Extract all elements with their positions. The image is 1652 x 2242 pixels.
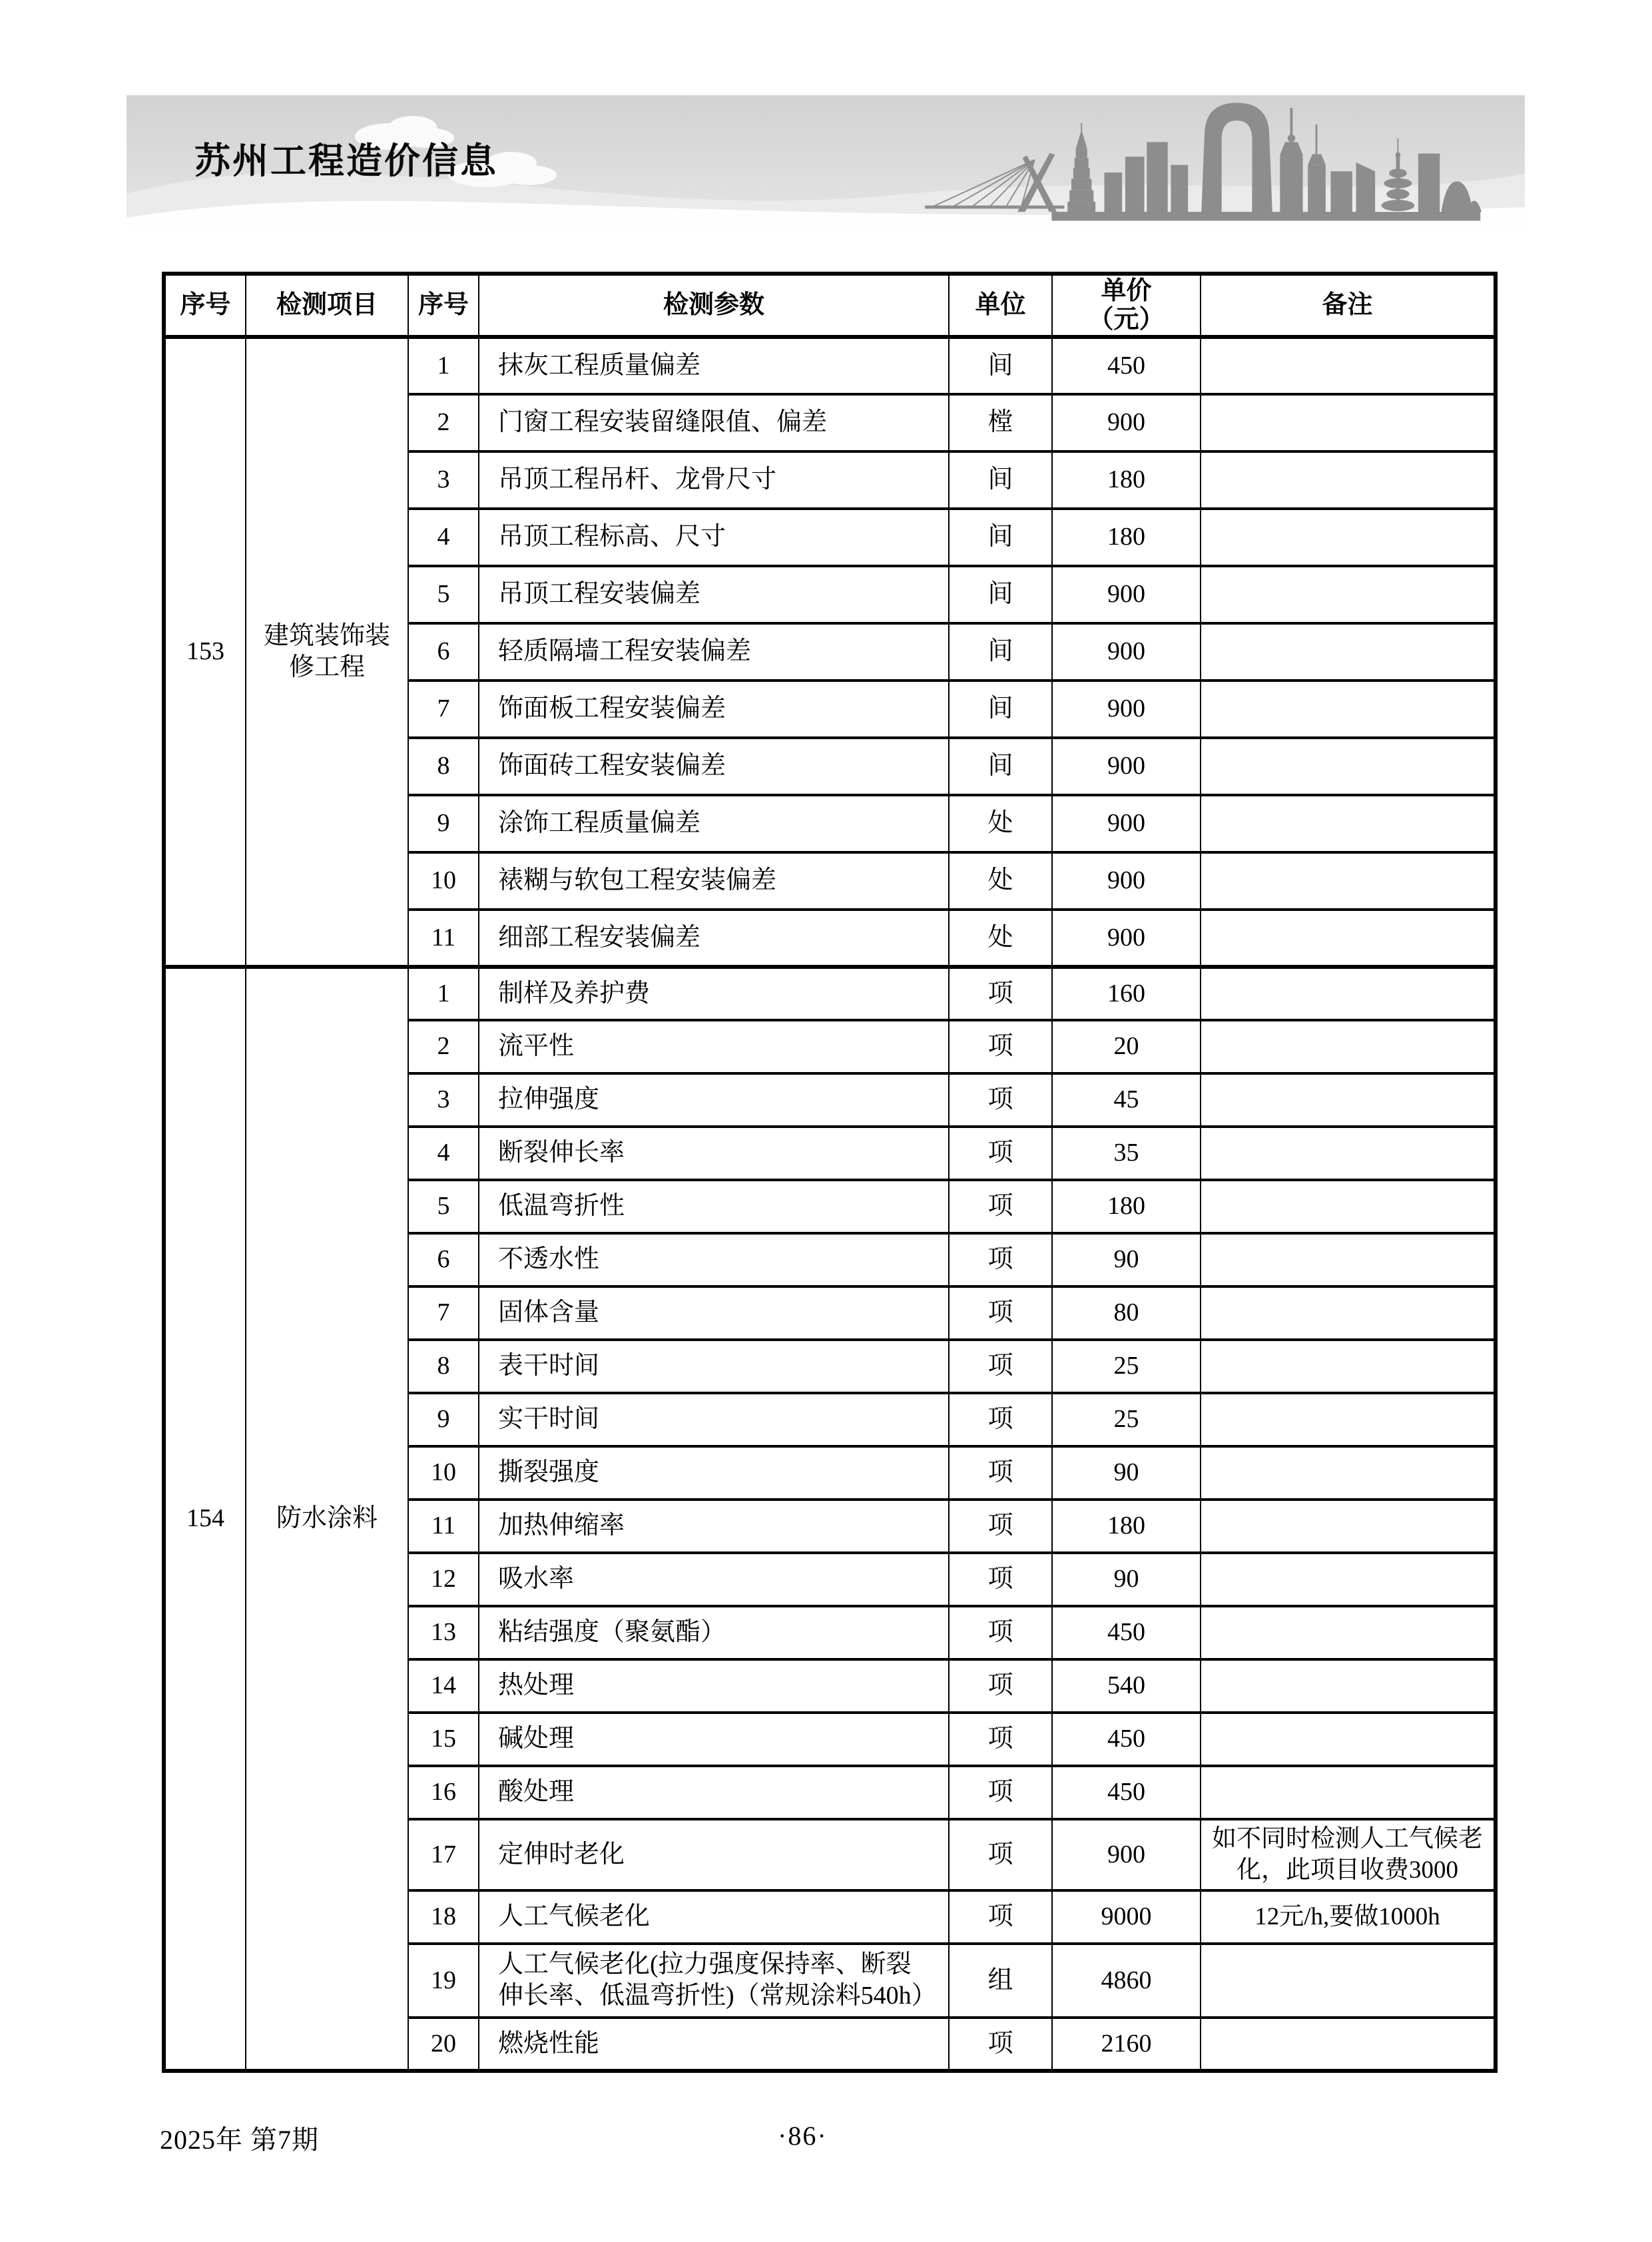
cell-row-no: 15 — [408, 1713, 479, 1766]
cell-param: 裱糊与软包工程安装偏差 — [479, 852, 949, 910]
cell-row-no: 19 — [408, 1944, 479, 2018]
cell-note — [1201, 1713, 1496, 1766]
column-header-row-no: 序号 — [408, 274, 479, 337]
price-header-line1: 单价 — [1101, 277, 1152, 305]
cell-unit: 组 — [949, 1944, 1052, 2018]
cell-unit: 项 — [949, 1233, 1052, 1286]
cell-param: 撕裂强度 — [479, 1446, 949, 1500]
cell-unit: 项 — [949, 1286, 1052, 1340]
cell-param: 热处理 — [479, 1659, 949, 1713]
cell-note — [1201, 910, 1496, 967]
cell-unit: 处 — [949, 795, 1052, 852]
cell-note — [1201, 1340, 1496, 1393]
cell-param: 轻质隔墙工程安装偏差 — [479, 623, 949, 681]
cell-row-no: 3 — [408, 1073, 479, 1127]
cell-note — [1201, 1766, 1496, 1819]
cell-price: 450 — [1052, 1606, 1201, 1659]
cell-row-no: 17 — [408, 1819, 479, 1890]
cell-price: 2160 — [1052, 2018, 1201, 2071]
cell-note — [1201, 1553, 1496, 1606]
cell-row-no: 8 — [408, 1340, 479, 1393]
cell-price: 9000 — [1052, 1890, 1201, 1944]
cell-price: 90 — [1052, 1233, 1201, 1286]
cell-param: 低温弯折性 — [479, 1180, 949, 1233]
cell-param: 吊顶工程吊杆、龙骨尺寸 — [479, 451, 949, 509]
table-header — [164, 274, 1496, 337]
cell-price: 900 — [1052, 795, 1201, 852]
cell-unit: 项 — [949, 1553, 1052, 1606]
cell-note — [1201, 1659, 1496, 1713]
cell-unit: 项 — [949, 1340, 1052, 1393]
cell-row-no: 11 — [408, 910, 479, 967]
cell-param: 吊顶工程安装偏差 — [479, 566, 949, 623]
cell-row-no: 18 — [408, 1890, 479, 1944]
cell-row-no: 4 — [408, 1127, 479, 1180]
cell-unit: 项 — [949, 1819, 1052, 1890]
cell-row-no: 5 — [408, 1180, 479, 1233]
cell-unit: 项 — [949, 1127, 1052, 1180]
cell-unit: 处 — [949, 910, 1052, 967]
cell-note — [1201, 337, 1496, 394]
cell-row-no: 7 — [408, 1286, 479, 1340]
cell-price: 180 — [1052, 451, 1201, 509]
cell-note — [1201, 1446, 1496, 1500]
cell-row-no: 11 — [408, 1500, 479, 1553]
cell-price: 900 — [1052, 852, 1201, 910]
cell-param: 不透水性 — [479, 1233, 949, 1286]
cell-param: 燃烧性能 — [479, 2018, 949, 2071]
cell-unit: 处 — [949, 852, 1052, 910]
cell-price: 450 — [1052, 1713, 1201, 1766]
cell-unit: 间 — [949, 623, 1052, 681]
cell-param: 断裂伸长率 — [479, 1127, 949, 1180]
cell-row-no: 16 — [408, 1766, 479, 1819]
cell-note: 如不同时检测人工气候老化，此项目收费3000 — [1201, 1819, 1496, 1890]
cell-price: 900 — [1052, 1819, 1201, 1890]
cell-note — [1201, 566, 1496, 623]
cell-note — [1201, 1286, 1496, 1340]
cell-note — [1201, 795, 1496, 852]
cell-param: 抹灰工程质量偏差 — [479, 337, 949, 394]
cell-unit: 项 — [949, 967, 1052, 1020]
cell-param: 人工气候老化 — [479, 1890, 949, 1944]
cell-note — [1201, 681, 1496, 738]
cell-row-no: 10 — [408, 1446, 479, 1500]
column-header-note: 备注 — [1201, 274, 1496, 337]
cell-row-no: 5 — [408, 566, 479, 623]
column-header-price — [1052, 274, 1201, 337]
cell-row-no: 1 — [408, 337, 479, 394]
table-body — [164, 337, 1496, 2071]
footer-issue-label: 2025年 第7期 — [160, 2125, 319, 2155]
cell-note — [1201, 852, 1496, 910]
cell-param: 实干时间 — [479, 1393, 949, 1446]
cell-note — [1201, 509, 1496, 566]
cell-unit: 项 — [949, 1446, 1052, 1500]
cell-note — [1201, 1233, 1496, 1286]
cell-param: 吊顶工程标高、尺寸 — [479, 509, 949, 566]
cell-unit: 间 — [949, 509, 1052, 566]
header-band — [127, 95, 1525, 230]
cell-price: 180 — [1052, 1500, 1201, 1553]
cell-price: 540 — [1052, 1659, 1201, 1713]
cell-param: 吸水率 — [479, 1553, 949, 1606]
cell-unit: 间 — [949, 738, 1052, 795]
cell-unit: 樘 — [949, 394, 1052, 451]
cell-unit: 间 — [949, 681, 1052, 738]
cell-section-no: 154 — [164, 967, 246, 2071]
cell-unit: 项 — [949, 1606, 1052, 1659]
column-header-item: 检测项目 — [246, 274, 408, 337]
cell-note — [1201, 394, 1496, 451]
brand-title: 苏州工程造价信息 — [194, 141, 498, 181]
cell-param: 涂饰工程质量偏差 — [479, 795, 949, 852]
cell-row-no: 13 — [408, 1606, 479, 1659]
cell-section-item: 防水涂料 — [246, 967, 408, 2071]
table-row — [164, 967, 1496, 1020]
column-header-section-no: 序号 — [164, 274, 246, 337]
cell-price: 20 — [1052, 1020, 1201, 1073]
cell-price: 25 — [1052, 1340, 1201, 1393]
cell-param: 制样及养护费 — [479, 967, 949, 1020]
cell-price: 180 — [1052, 1180, 1201, 1233]
header-row — [164, 274, 1496, 337]
cell-row-no: 20 — [408, 2018, 479, 2071]
cell-unit: 项 — [949, 1180, 1052, 1233]
column-header-param: 检测参数 — [479, 274, 949, 337]
cell-note — [1201, 451, 1496, 509]
cell-price: 4860 — [1052, 1944, 1201, 2018]
cell-price: 900 — [1052, 910, 1201, 967]
cell-param: 饰面砖工程安装偏差 — [479, 738, 949, 795]
cell-param: 细部工程安装偏差 — [479, 910, 949, 967]
cell-note — [1201, 1180, 1496, 1233]
cell-param: 定伸时老化 — [479, 1819, 949, 1890]
suzhou-skyline-icon — [911, 95, 1497, 227]
cell-row-no: 4 — [408, 509, 479, 566]
cell-param: 加热伸缩率 — [479, 1500, 949, 1553]
cell-row-no: 9 — [408, 795, 479, 852]
cell-unit: 项 — [949, 1020, 1052, 1073]
cell-row-no: 10 — [408, 852, 479, 910]
cell-row-no: 9 — [408, 1393, 479, 1446]
cell-price: 900 — [1052, 623, 1201, 681]
cell-unit: 间 — [949, 566, 1052, 623]
cell-section-item: 建筑装饰装修工程 — [246, 337, 408, 967]
cell-param: 饰面板工程安装偏差 — [479, 681, 949, 738]
cell-param: 人工气候老化(拉力强度保持率、断裂伸长率、低温弯折性)（常规涂料540h） — [479, 1944, 949, 2018]
cell-note — [1201, 967, 1496, 1020]
cell-row-no: 12 — [408, 1553, 479, 1606]
cell-param: 表干时间 — [479, 1340, 949, 1393]
cell-unit: 项 — [949, 2018, 1052, 2071]
cell-price: 450 — [1052, 1766, 1201, 1819]
cell-param: 固体含量 — [479, 1286, 949, 1340]
cell-price: 900 — [1052, 681, 1201, 738]
cell-row-no: 8 — [408, 738, 479, 795]
cell-note — [1201, 738, 1496, 795]
cell-section-no: 153 — [164, 337, 246, 967]
cell-row-no: 3 — [408, 451, 479, 509]
cell-price: 900 — [1052, 566, 1201, 623]
cell-row-no: 6 — [408, 1233, 479, 1286]
cell-row-no: 2 — [408, 1020, 479, 1073]
cell-unit: 项 — [949, 1890, 1052, 1944]
cell-unit: 项 — [949, 1713, 1052, 1766]
pricing-table — [162, 272, 1498, 2073]
cell-price: 90 — [1052, 1553, 1201, 1606]
cell-price: 25 — [1052, 1393, 1201, 1446]
cell-note — [1201, 1020, 1496, 1073]
cell-param: 酸处理 — [479, 1766, 949, 1819]
cell-price: 45 — [1052, 1073, 1201, 1127]
cell-param: 碱处理 — [479, 1713, 949, 1766]
cell-unit: 项 — [949, 1659, 1052, 1713]
cell-param: 粘结强度（聚氨酯） — [479, 1606, 949, 1659]
cell-unit: 项 — [949, 1393, 1052, 1446]
cell-note — [1201, 1944, 1496, 2018]
cell-note — [1201, 1127, 1496, 1180]
cell-param: 拉伸强度 — [479, 1073, 949, 1127]
cell-price: 90 — [1052, 1446, 1201, 1500]
cell-row-no: 1 — [408, 967, 479, 1020]
cell-row-no: 7 — [408, 681, 479, 738]
cell-note — [1201, 2018, 1496, 2071]
cell-note — [1201, 1393, 1496, 1446]
cell-price: 450 — [1052, 337, 1201, 394]
column-header-unit: 单位 — [949, 274, 1052, 337]
cell-note — [1201, 1500, 1496, 1553]
cell-unit: 间 — [949, 451, 1052, 509]
cell-price: 180 — [1052, 509, 1201, 566]
cell-price: 80 — [1052, 1286, 1201, 1340]
cell-price: 160 — [1052, 967, 1201, 1020]
price-header-line2: （元） — [1088, 305, 1165, 334]
cell-note — [1201, 1606, 1496, 1659]
cell-unit: 间 — [949, 337, 1052, 394]
cell-note — [1201, 1073, 1496, 1127]
cell-price: 900 — [1052, 738, 1201, 795]
cell-unit: 项 — [949, 1500, 1052, 1553]
cell-note — [1201, 623, 1496, 681]
cell-param: 门窗工程安装留缝限值、偏差 — [479, 394, 949, 451]
cell-row-no: 14 — [408, 1659, 479, 1713]
cell-price: 900 — [1052, 394, 1201, 451]
cell-param: 流平性 — [479, 1020, 949, 1073]
footer-page-number: ·86· — [778, 2121, 828, 2151]
cell-row-no: 6 — [408, 623, 479, 681]
cell-row-no: 2 — [408, 394, 479, 451]
cell-unit: 项 — [949, 1073, 1052, 1127]
table-row — [164, 337, 1496, 394]
cell-note: 12元/h,要做1000h — [1201, 1890, 1496, 1944]
cell-price: 35 — [1052, 1127, 1201, 1180]
cell-unit: 项 — [949, 1766, 1052, 1819]
